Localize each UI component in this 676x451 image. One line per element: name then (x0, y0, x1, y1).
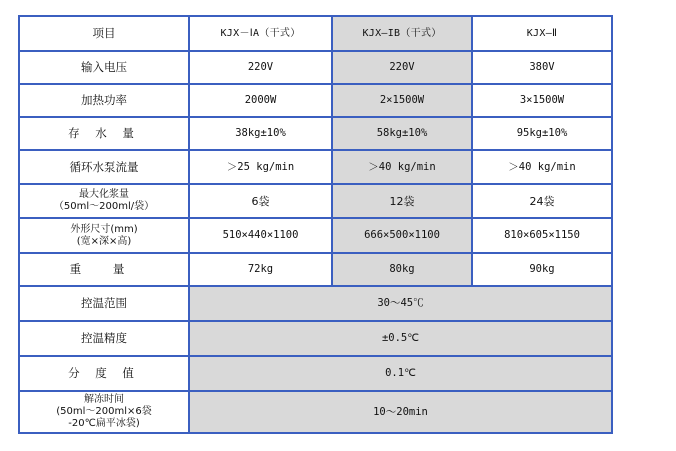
cell-value: 58kg±10% (332, 117, 472, 150)
merged-cell-value: ±0.5℃ (189, 321, 612, 356)
cell-value: ＞40 kg/min (332, 150, 472, 184)
cell-value: ＞40 kg/min (472, 150, 612, 184)
spec-table (18, 15, 613, 434)
merged-cell-value: 30～45℃ (189, 286, 612, 321)
header-item: 项目 (19, 16, 189, 51)
cell-value: 220V (332, 51, 472, 84)
table-row-merged (19, 356, 612, 391)
row-label-line2: (宽×深×高) (76, 235, 132, 247)
cell-value: 6袋 (189, 184, 332, 218)
row-label-line1: 外形尺寸(mm) (70, 223, 138, 235)
table-row (19, 51, 612, 84)
header-model-ii: KJX—Ⅱ (472, 16, 612, 51)
cell-value: 24袋 (472, 184, 612, 218)
row-label-line2: （50ml～200ml/袋） (53, 201, 155, 212)
cell-value: ＞25 kg/min (189, 150, 332, 184)
merged-cell-value: 10～20min (189, 391, 612, 433)
row-label-line3: -20℃扁平冰袋) (68, 418, 140, 429)
cell-value: 72kg (189, 253, 332, 286)
row-label: 控温范围 (19, 286, 189, 321)
table-row (19, 218, 612, 253)
cell-value: 12袋 (332, 184, 472, 218)
merged-cell-value: 0.1℃ (189, 356, 612, 391)
row-label-line1: 解冻时间 (84, 394, 124, 405)
cell-value: 2×1500W (332, 84, 472, 117)
cell-value: 380V (472, 51, 612, 84)
cell-value: 80kg (332, 253, 472, 286)
cell-value: 95kg±10% (472, 117, 612, 150)
cell-value: 810×605×1150 (472, 218, 612, 253)
header-model-ia: KJX－ⅠA（干式） (189, 16, 332, 51)
table-row-merged (19, 321, 612, 356)
table-row (19, 117, 612, 150)
table-row (19, 150, 612, 184)
table-row-merged (19, 286, 612, 321)
table-row-merged (19, 391, 612, 433)
cell-value: 220V (189, 51, 332, 84)
row-label (19, 184, 189, 218)
row-label: 分 度 值 (19, 356, 189, 391)
row-label-line2: (50ml～200ml×6袋 (56, 406, 152, 417)
table-row (19, 184, 612, 218)
cell-value: 90kg (472, 253, 612, 286)
header-row (19, 16, 612, 51)
table-row (19, 253, 612, 286)
cell-value: 3×1500W (472, 84, 612, 117)
row-label: 控温精度 (19, 321, 189, 356)
row-label: 加热功率 (19, 84, 189, 117)
table-row (19, 84, 612, 117)
row-label: 输入电压 (19, 51, 189, 84)
row-label: 存 水 量 (19, 117, 189, 150)
row-label: 重 量 (19, 253, 189, 286)
row-label: 循环水泵流量 (19, 150, 189, 184)
row-label (19, 391, 189, 433)
cell-value: 666×500×1100 (332, 218, 472, 253)
header-model-ib: KJX—IB（干式） (332, 16, 472, 51)
row-label (19, 218, 189, 253)
cell-value: 510×440×1100 (189, 218, 332, 253)
cell-value: 38kg±10% (189, 117, 332, 150)
cell-value: 2000W (189, 84, 332, 117)
row-label-line1: 最大化浆量 (79, 189, 129, 200)
